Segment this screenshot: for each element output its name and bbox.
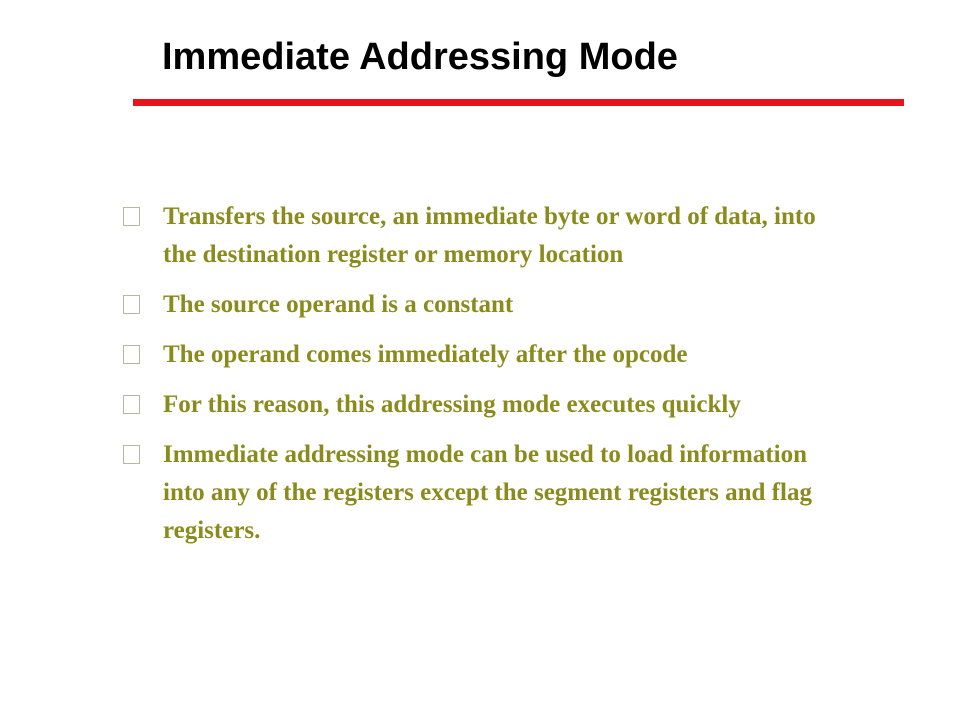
title-underline: [133, 99, 904, 106]
bullet-text: Transfers the source, an immediate byte or word of data, into the destination register or memory location: [163, 203, 816, 268]
bullet-marker-icon: [123, 445, 140, 464]
bullet-marker-icon: [123, 395, 140, 414]
bullet-text: The source operand is a constant: [163, 291, 514, 318]
bullet-item: [122, 198, 842, 274]
bullet-marker-icon: [123, 207, 140, 226]
bullet-text: For this reason, this addressing mode executes quickly: [163, 391, 741, 418]
bullet-item: [122, 386, 842, 424]
bullet-list: [122, 198, 842, 562]
bullet-marker-icon: [123, 295, 140, 314]
bullet-item: [122, 436, 842, 550]
bullet-item: [122, 336, 842, 374]
bullet-text: Immediate addressing mode can be used to load information into any of the registers except the segment registers and flag registers.: [163, 441, 812, 544]
bullet-text: The operand comes immediately after the opcode: [163, 341, 688, 368]
bullet-marker-icon: [123, 345, 140, 364]
bullet-item: [122, 286, 842, 324]
slide-title: Immediate Addressing Mode: [162, 36, 678, 78]
